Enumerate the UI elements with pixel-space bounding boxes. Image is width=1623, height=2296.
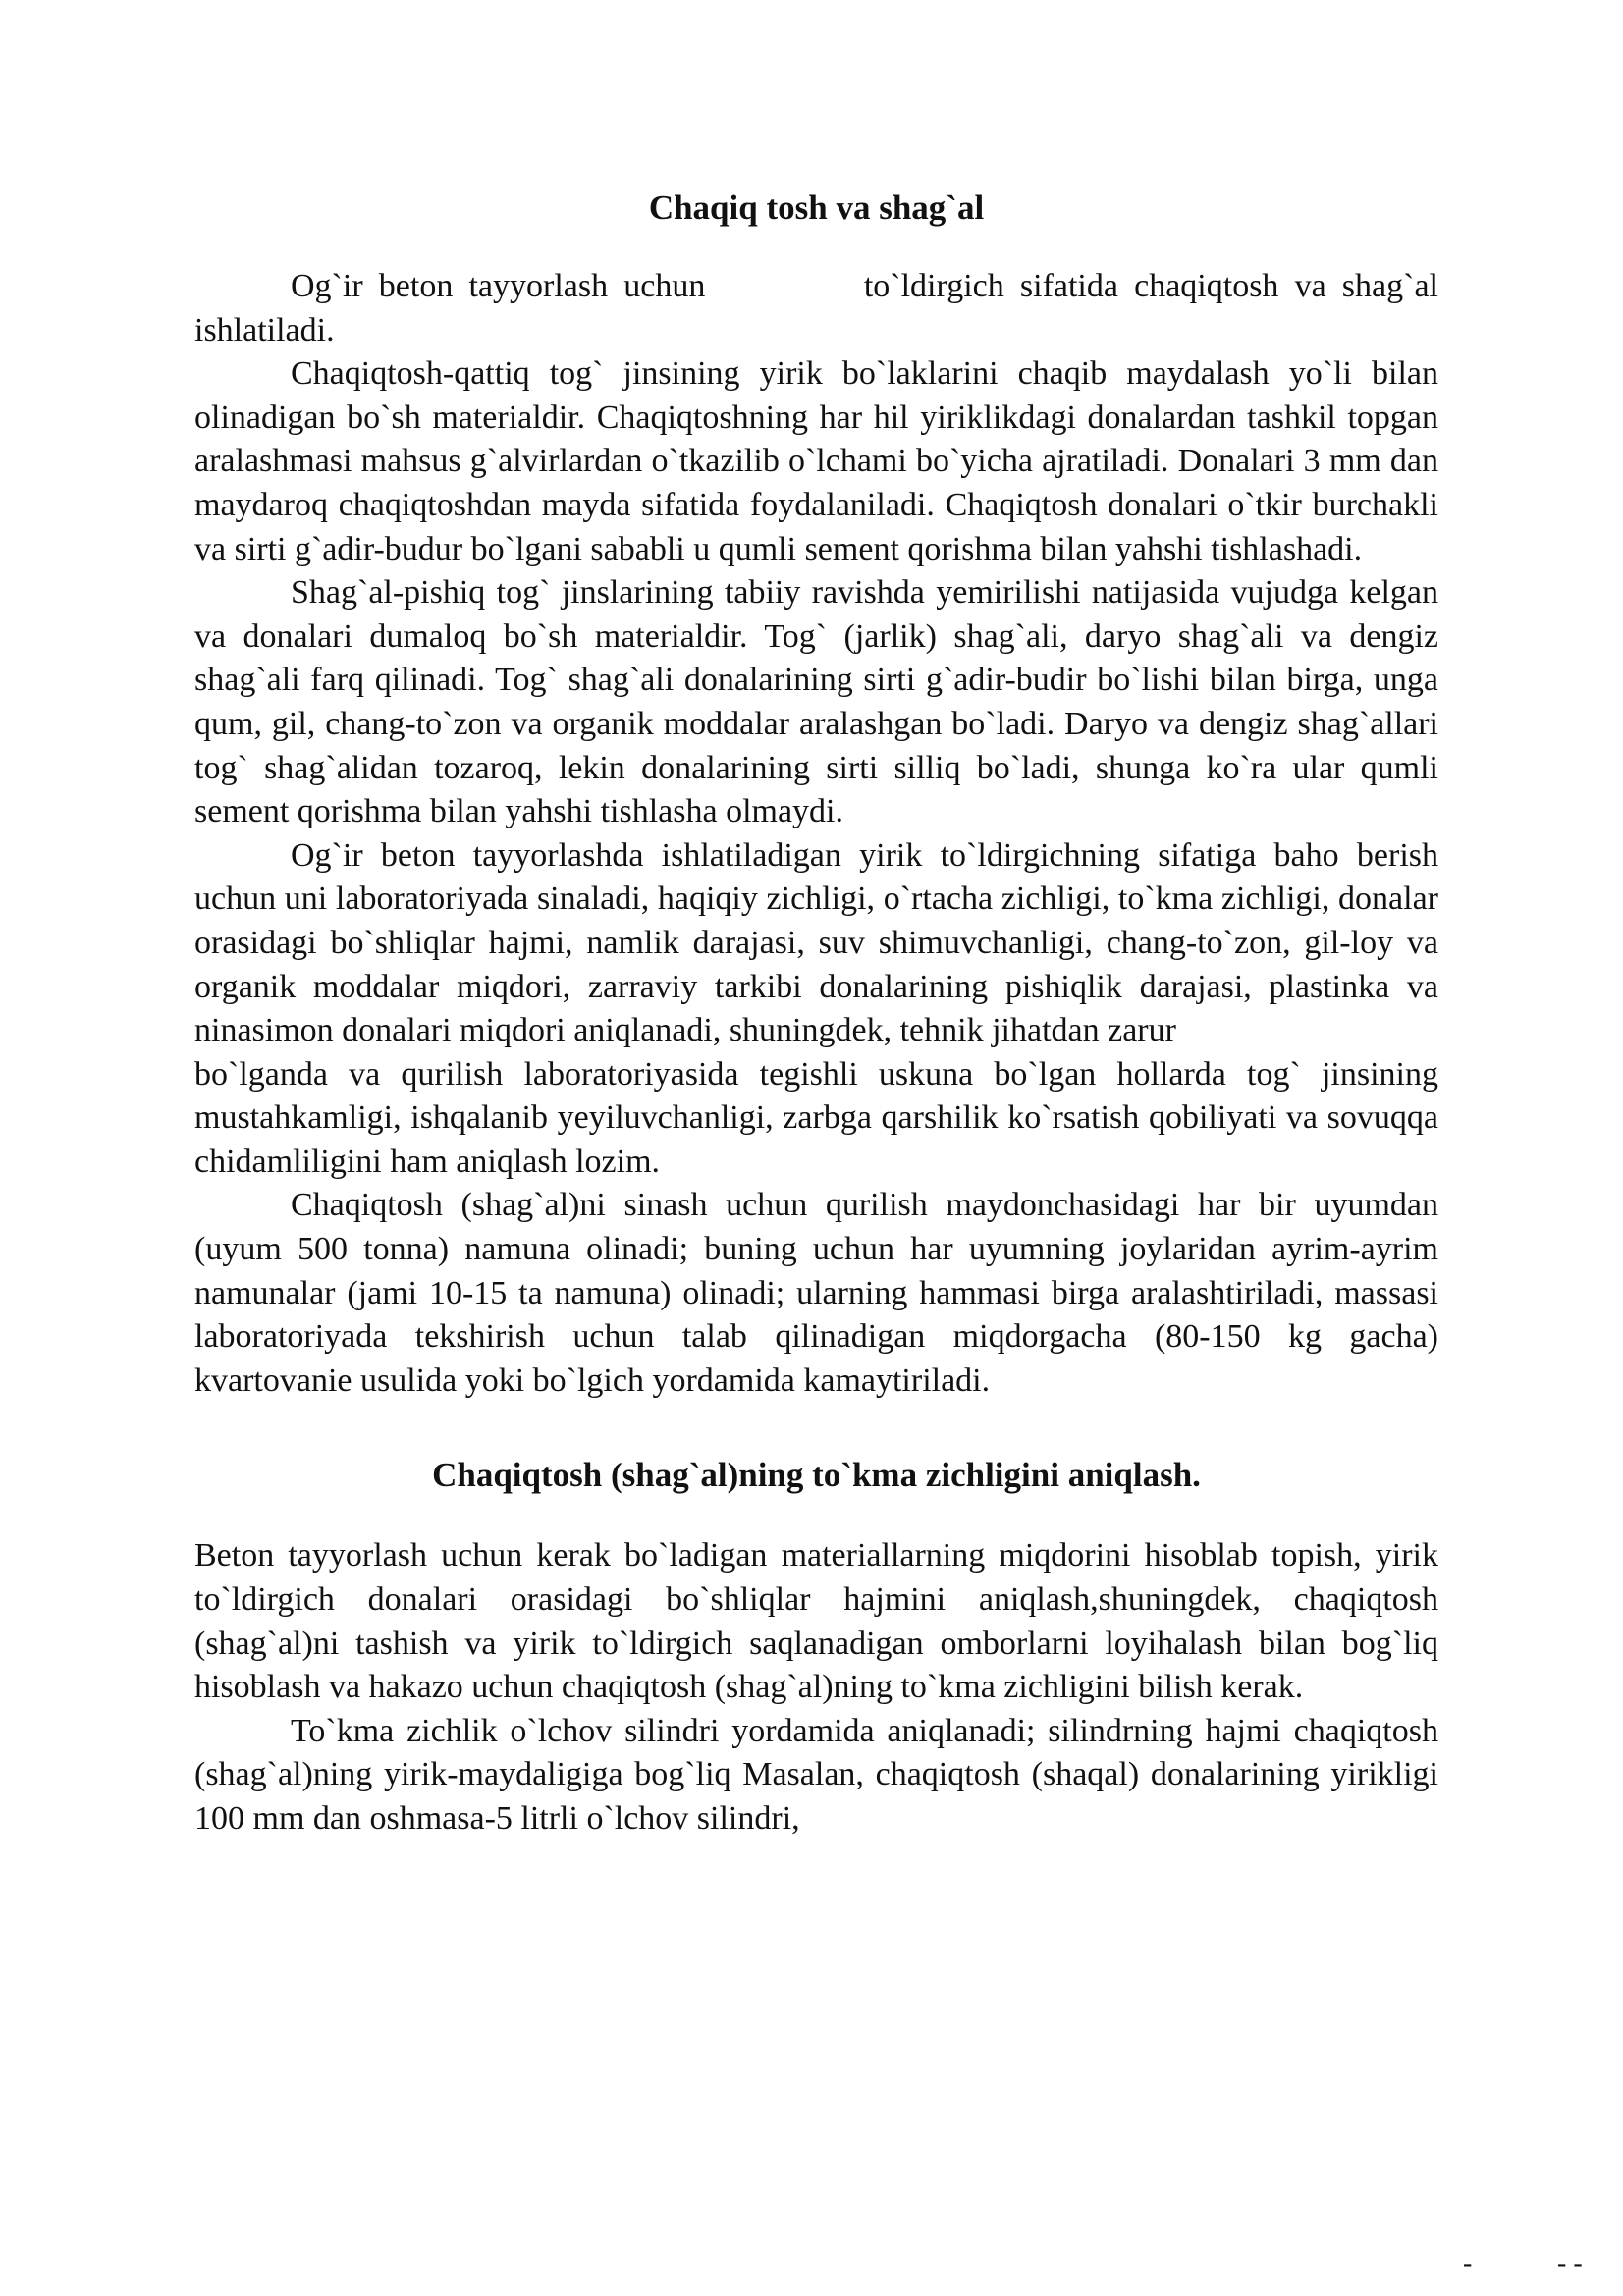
- paragraph-testing-continued: bo`lganda va qurilish laboratoriyasida tegishli uskuna bo`lgan hollarda tog` jinsining mustahkamligi, ishqalanib yeyiluvchanligi, zarbga qarshilik ko`rsatish qobiliyati va sovuqqa chidamliligini ham aniqlash lozim.: [194, 1055, 1438, 1180]
- paragraph-gravel: Shag`al-pishiq tog` jinslarining tabiiy ravishda yemirilishi natijasida vujudga kelgan va donalari dumaloq bo`sh materialdir. Tog` (jarlik) shag`ali, daryo shag`ali va dengiz shag`ali farq qilinadi. Tog` shag`ali donalarining sirti g`adir-budir bo`lishi bilan birga, unga qum, gil, chang-to`zon va organik moddalar aralashgan bo`ladi. Daryo va dengiz shag`allari tog` shag`alidan tozaroq, lekin donalarining sirti silliq bo`ladi, shunga ko`ra ular qumli sement qorishma bilan yahshi tishlasha olmaydi.: [194, 574, 1438, 830]
- section-title-bulk-density: Chaqiqtosh (shag`al)ning to`kma zichligini aniqlash.: [432, 1456, 1201, 1495]
- paragraph-measuring-cylinder: To`kma zichlik o`lchov silindri yordamida aniqlanadi; silindrning hajmi chaqiqtosh (shag`al)ning yirik-maydaligiga bog`liq Masalan, chaqiqtosh (shaqal) donalarining yirikligi 100 mm dan oshmasa-5 litrli o`lchov silindri,: [194, 1712, 1438, 1837]
- paragraph-crushed-stone: Chaqiqtosh-qattiq tog` jinsining yirik bo`laklarini chaqib maydalash yo`li bilan olinadigan bo`sh materialdir. Chaqiqtoshning har hil yiriklikdagi donalardan tashkil topgan aralashmasi mahsus g`alvirlardan o`tkazilib o`lchami bo`yicha ajratiladi. Donalari 3 mm dan maydaroq chaqiqtoshdan mayda sifatida foydalaniladi. Chaqiqtosh donalari o`tkir burchakli va sirti g`adir-budur bo`lgani sababli u qumli sement qorishma bilan yahshi tishlashadi.: [194, 355, 1438, 567]
- paragraph-intro: Og`ir beton tayyorlash uchun to`ldirgich sifatida chaqiqtosh va shag`al ishlatiladi.: [194, 268, 1438, 348]
- paragraph-testing: Og`ir beton tayyorlashda ishlatiladigan yirik to`ldirgichning sifatiga baho berish uchun uni laboratoriyada sinaladi, haqiqiy zichligi, o`rtacha zichligi, to`kma zichligi, donalar orasidagi bo`shliqlar hajmi, namlik darajasi, suv shimuvchanligi, chang-to`zon, gil-loy va organik moddalar miqdori, zarraviy tarkibi donalarining pishiqlik darajasi, plastinka va ninasimon donalari miqdori aniqlanadi, shuningdek, tehnik jihatdan zarur: [194, 836, 1438, 1049]
- paragraph-bulk-density-purpose: Beton tayyorlash uchun kerak bo`ladigan materiallarning miqdorini hisoblab topish, yirik to`ldirgich donalari orasidagi bo`shliqlar hajmini aniqlash,shuningdek, chaqiqtosh (shag`al)ni tashish va yirik to`ldirgich saqlanadigan omborlarni loyihalash bilan bog`liq hisoblash va hakazo uchun chaqiqtosh (shag`al)ning to`kma zichligini bilish kerak.: [194, 1537, 1438, 1706]
- footer-mark-right: - -: [1557, 2248, 1583, 2278]
- section-title-crushed-stone: Chaqiq tosh va shag`al: [648, 188, 985, 227]
- footer-mark-left: -: [1463, 2248, 1473, 2278]
- document-page: [194, 187, 1438, 1842]
- paragraph-sampling: Chaqiqtosh (shag`al)ni sinash uchun qurilish maydonchasidagi har bir uyumdan (uyum 500 tonna) namuna olinadi; buning uchun har uyumning joylaridan ayrim-ayrim namunalar (jami 10-15 ta namuna) olinadi; ularning hammasi birga aralashtiriladi, massasi laboratoriyada tekshirish uchun talab qilinadigan miqdorgacha (80-150 kg gacha) kvartovanie usulida yoki bo`lgich yordamida kamaytiriladi.: [194, 1187, 1438, 1399]
